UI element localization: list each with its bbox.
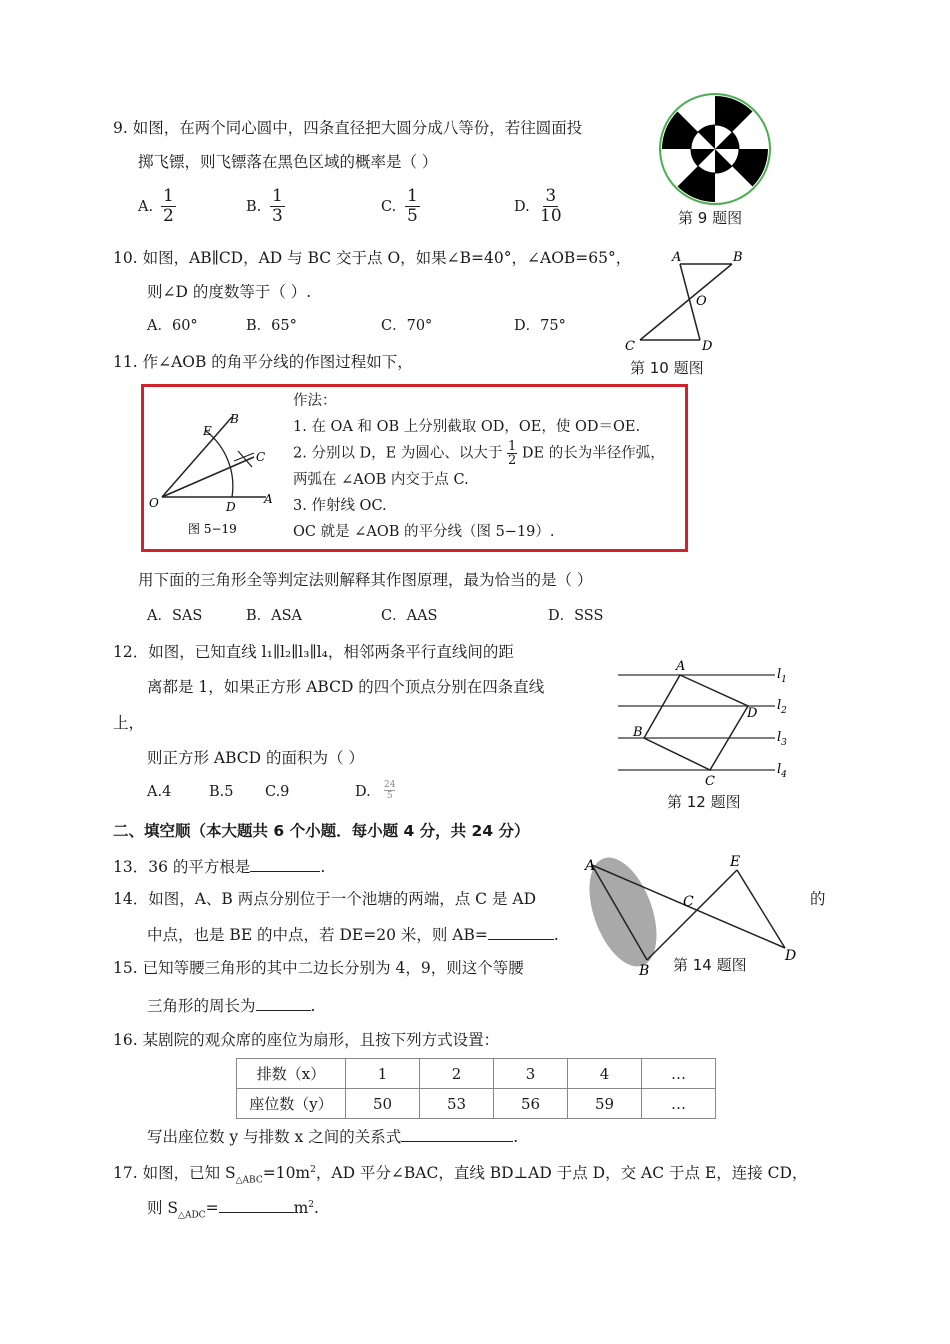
- q12-label-l1: $l_1$: [777, 667, 787, 685]
- q13-text: 13．36 的平方根是 .: [113, 855, 325, 877]
- q11-option-a: A．SAS: [147, 608, 203, 624]
- q12-option-c: C.9: [265, 784, 290, 800]
- q16-answer-blank: [401, 1125, 513, 1142]
- q11-label-d: D: [226, 500, 236, 514]
- q14-label-d: D: [785, 948, 797, 964]
- q10-option-b: B．65°: [246, 318, 297, 334]
- q15-answer-blank: [256, 994, 311, 1011]
- q16-line2: 写出座位数 y 与排数 x 之间的关系式 .: [147, 1125, 518, 1147]
- q16-y-1: 50: [346, 1089, 420, 1119]
- table-row: [237, 1089, 716, 1119]
- q14-caption: 第 14 题图: [673, 956, 747, 974]
- q10-option-c: C．70°: [381, 318, 433, 334]
- q16-y-5: …: [642, 1089, 716, 1119]
- q16-x-3: 3: [494, 1059, 568, 1089]
- q12-line3: 上，: [113, 714, 145, 732]
- q16-y-3: 56: [494, 1089, 568, 1119]
- q12-label-b: B: [633, 725, 643, 740]
- q11-method-text: [293, 388, 683, 545]
- q11-option-d: D．SSS: [548, 608, 604, 624]
- q10-label-c: C: [625, 339, 635, 354]
- q11-line2: 用下面的三角形全等判定法则解释其作图原理，最为恰当的是（ ）: [138, 571, 593, 589]
- q10-option-a: A．60°: [147, 318, 198, 334]
- q12-option-d-fraction: 24 5: [384, 780, 396, 801]
- q9-line2: 掷飞镖，则飞镖落在黑色区域的概率是（ ）: [138, 153, 438, 171]
- q14-answer-blank: [488, 923, 554, 940]
- q12-label-d: D: [747, 706, 758, 721]
- q17-line1: 17. 如图，已知 $S_{\triangle ABC}=10m^2$，AD 平分∠BAC，直线 BD⊥AD 于点 D，交 AC 于点 E，连接 CD，: [113, 1164, 808, 1186]
- q13-answer-blank: [250, 855, 320, 872]
- q10-label-o: O: [696, 294, 707, 309]
- q11-label-a: A: [264, 492, 273, 506]
- q11-option-c: C．AAS: [381, 608, 438, 624]
- q12-option-d-label: D.: [355, 784, 371, 800]
- q17-line2: 则 $S_{\triangle ADC}= m^2$.: [147, 1195, 319, 1225]
- q12-label-l4: $l_4$: [777, 762, 787, 780]
- q10-figure: [620, 245, 760, 357]
- q9-option-a-fraction: $\frac{1}{2}$: [163, 186, 174, 226]
- q10-line2: 则∠D 的度数等于（ ）.: [147, 283, 312, 301]
- q12-label-a: A: [676, 659, 686, 674]
- q12-line4: 则正方形 ABCD 的面积为（ ）: [147, 749, 364, 767]
- q12-label-c: C: [705, 774, 715, 789]
- q9-option-b-label: B.: [246, 199, 262, 215]
- q14-label-b: B: [639, 963, 650, 979]
- q9-option-d-label: D.: [514, 199, 530, 215]
- q11-figure-caption: 图 5−19: [188, 522, 237, 536]
- q9-option-c-fraction: $\frac{1}{5}$: [407, 186, 418, 226]
- section-2-heading: 二、填空顺（本大题共 6 个小题．每小题 4 分，共 24 分）: [113, 822, 530, 840]
- q12-figure: [610, 655, 800, 790]
- q11-label-e: E: [203, 424, 212, 438]
- q16-y-4: 59: [568, 1089, 642, 1119]
- q9-caption: 第 9 题图: [678, 209, 743, 227]
- q12-option-b: B.5: [209, 784, 234, 800]
- q10-option-d: D．75°: [514, 318, 566, 334]
- q10-label-d: D: [702, 339, 713, 354]
- q11-angle-figure: [144, 405, 289, 540]
- q10-label-a: A: [672, 250, 682, 265]
- q16-x-1: 1: [346, 1059, 420, 1089]
- q9-line1: 9. 如图，在两个同心圆中，四条直径把大圆分成八等份，若往圆面投: [113, 119, 583, 137]
- q16-x-5: …: [642, 1059, 716, 1089]
- q14-line1: 14．如图，A、B 两点分别位于一个池塘的两端，点 C 是 AD: [113, 890, 536, 908]
- q9-option-b-fraction: $\frac{1}{3}$: [272, 186, 283, 226]
- q11-step1: 1. 在 OA 和 OB 上分别截取 OD，OE，使 OD＝OE.: [293, 419, 641, 435]
- q14-label-c: C: [683, 894, 694, 910]
- q16-header-y: 座位数（y）: [237, 1089, 346, 1119]
- q11-method-title: 作法：: [293, 393, 337, 409]
- q10-label-b: B: [733, 250, 743, 265]
- q12-label-l2: $l_2$: [777, 698, 787, 716]
- q15-line2: 三角形的周长为 .: [147, 994, 315, 1016]
- q16-x-2: 2: [420, 1059, 494, 1089]
- q14-line2: 中点，也是 BE 的中点，若 DE=20 米，则 AB= .: [147, 923, 559, 945]
- q11-label-c: C: [256, 450, 266, 464]
- q16-header-x: 排数（x）: [237, 1059, 346, 1089]
- q16-x-4: 4: [568, 1059, 642, 1089]
- q11-label-o: O: [149, 496, 159, 510]
- q10-line1: 10. 如图，AB∥CD，AD 与 BC 交于点 O，如果∠B=40°，∠AOB=65°，: [113, 249, 632, 267]
- q11-label-b: B: [230, 412, 239, 426]
- q10-caption: 第 10 题图: [630, 359, 704, 377]
- q9-option-c-label: C.: [381, 199, 397, 215]
- q14-label-e: E: [730, 854, 741, 870]
- q12-caption: 第 12 题图: [667, 793, 741, 811]
- q11-step3: 3. 作射线 OC.: [293, 498, 387, 514]
- q9-option-a-label: A.: [138, 199, 154, 215]
- q11-step2-fraction: $\frac{1}{2}$: [507, 439, 517, 468]
- q12-label-l3: $l_3$: [777, 730, 787, 748]
- q12-line2: 离都是 1，如果正方形 ABCD 的四个顶点分别在四条直线: [147, 678, 545, 696]
- q11-step2c: 两弧在 ∠AOB 内交于点 C.: [293, 472, 469, 488]
- q12-option-a: A.4: [147, 784, 172, 800]
- q12-line1: 12．如图，已知直线 l₁∥l₂∥l₃∥l₄，相邻两条平行直线间的距: [113, 643, 514, 661]
- q16-seat-table: [236, 1058, 716, 1119]
- q16-line1: 16. 某剧院的观众席的座位为扇形，且按下列方式设置：: [113, 1031, 500, 1049]
- q9-target-figure: [655, 92, 775, 207]
- q9-option-d-fraction: $\frac{3}{10}$: [540, 186, 562, 226]
- q11-conclusion: OC 就是 ∠AOB 的平分线（图 5−19）.: [293, 524, 555, 540]
- q11-line1: 11. 作∠AOB 的角平分线的作图过程如下，: [113, 353, 413, 371]
- q16-y-2: 53: [420, 1089, 494, 1119]
- q17-answer-blank: [219, 1196, 294, 1213]
- table-row: [237, 1059, 716, 1089]
- q11-option-b: B．ASA: [246, 608, 303, 624]
- q14-line1-end: 的: [810, 890, 826, 908]
- q15-line1: 15. 已知等腰三角形的其中二边长分别为 4，9，则这个等腰: [113, 959, 524, 977]
- q14-label-a: A: [585, 858, 596, 874]
- q11-step2: 2. 分别以 D，E 为圆心、以大于 $\frac{1}{2}$ DE 的长为半径作弧，: [293, 439, 665, 468]
